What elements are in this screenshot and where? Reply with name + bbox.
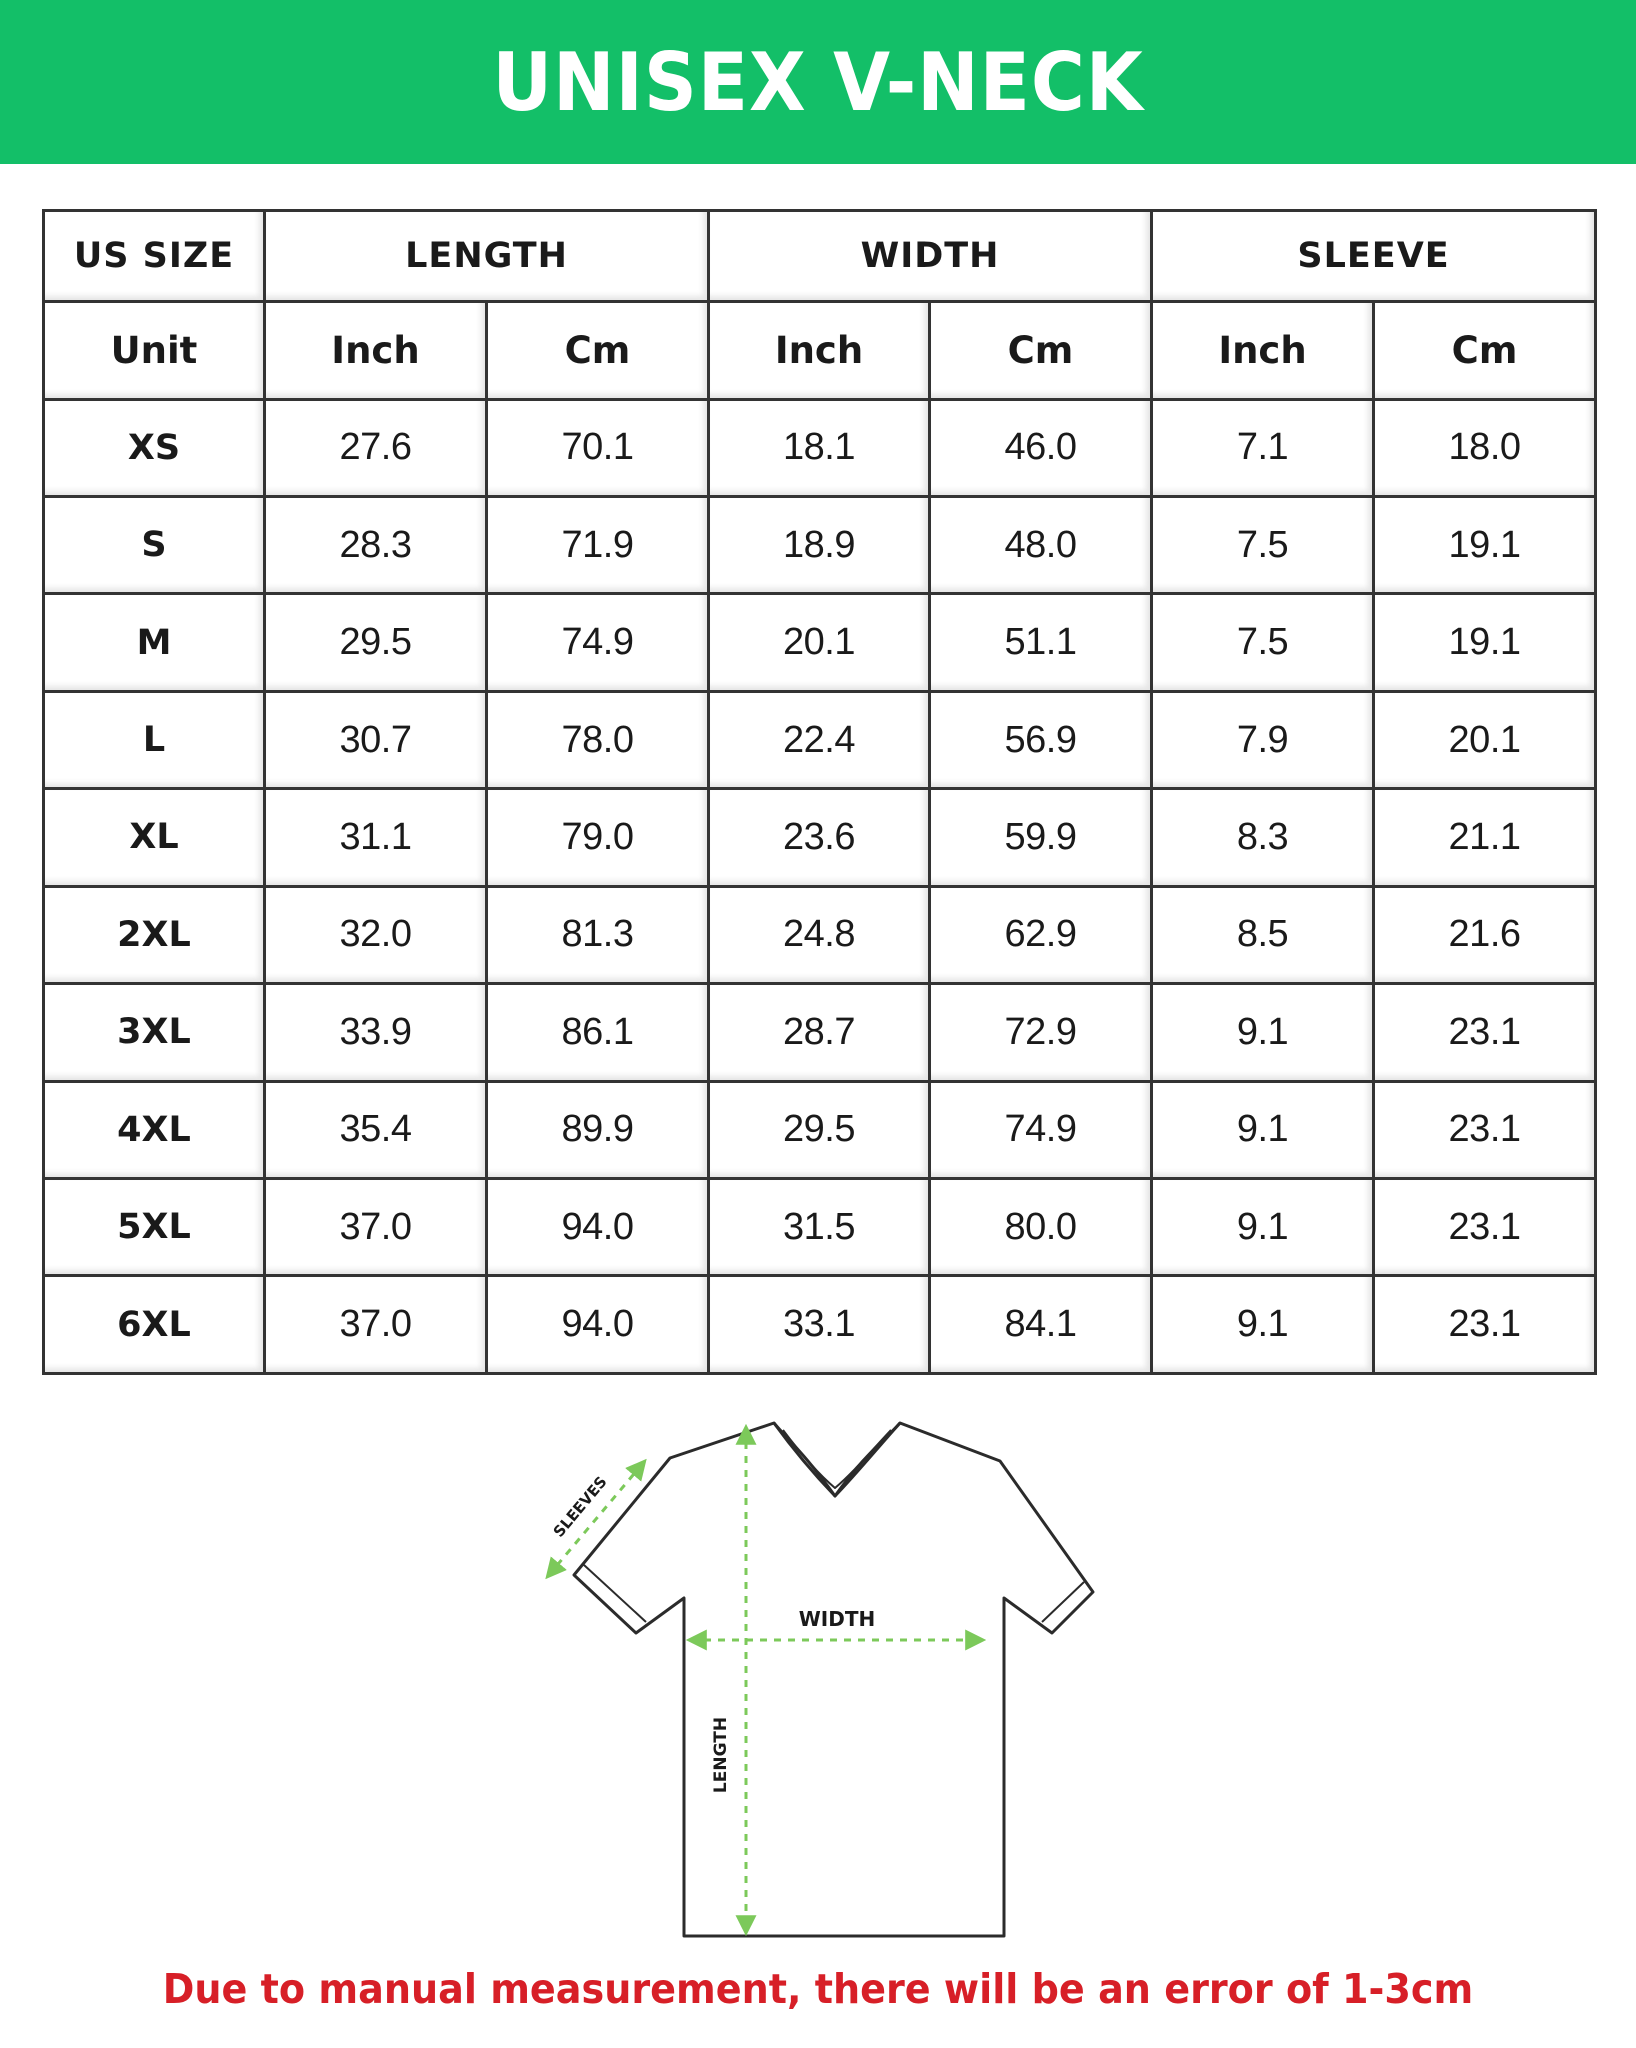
tshirt-outline: [574, 1423, 1093, 1936]
width-inch-cell: 29.5: [709, 1081, 930, 1178]
length-cm-cell: 89.9: [487, 1081, 709, 1178]
unit-length-inch: Inch: [265, 302, 487, 399]
length-inch-cell: 29.5: [265, 594, 487, 691]
size-cell: L: [44, 691, 265, 788]
width-cm-cell: 59.9: [930, 789, 1152, 886]
unit-sleeve-inch: Inch: [1152, 302, 1374, 399]
length-inch-cell: 35.4: [265, 1081, 487, 1178]
size-chart-table: [42, 209, 1597, 1375]
length-label: LENGTH: [711, 1716, 731, 1794]
header-length: LENGTH: [265, 211, 709, 302]
width-inch-cell: 18.9: [709, 496, 930, 593]
sleeve-cm-cell: 20.1: [1374, 691, 1596, 788]
size-chart-body: [44, 211, 1596, 1374]
width-cm-cell: 80.0: [930, 1179, 1152, 1276]
length-inch-cell: 31.1: [265, 789, 487, 886]
length-cm-cell: 71.9: [487, 496, 709, 593]
unit-sleeve-cm: Cm: [1374, 302, 1596, 399]
width-inch-cell: 20.1: [709, 594, 930, 691]
sleeve-cm-cell: 23.1: [1374, 1081, 1596, 1178]
sleeve-cm-cell: 21.6: [1374, 886, 1596, 983]
length-cm-cell: 86.1: [487, 984, 709, 1081]
width-cm-cell: 74.9: [930, 1081, 1152, 1178]
sleeve-cm-cell: 19.1: [1374, 496, 1596, 593]
table-row: [44, 1276, 1596, 1374]
size-cell: XL: [44, 789, 265, 886]
size-cell: 3XL: [44, 984, 265, 1081]
sleeve-cm-cell: 23.1: [1374, 1179, 1596, 1276]
group-header-row: [44, 211, 1596, 302]
table-row: [44, 399, 1596, 496]
width-inch-cell: 31.5: [709, 1179, 930, 1276]
unit-row: [44, 302, 1596, 399]
width-inch-cell: 28.7: [709, 984, 930, 1081]
sleeve-inch-cell: 7.5: [1152, 496, 1374, 593]
table-row: [44, 1179, 1596, 1276]
measurement-disclaimer: Due to manual measurement, there will be an error of 1-3cm: [162, 1965, 1474, 2013]
width-inch-cell: 22.4: [709, 691, 930, 788]
sleeve-inch-cell: 8.5: [1152, 886, 1374, 983]
table-row: [44, 691, 1596, 788]
sleeve-cm-cell: 19.1: [1374, 594, 1596, 691]
header-us-size: US SIZE: [44, 211, 265, 302]
width-cm-cell: 84.1: [930, 1276, 1152, 1374]
length-cm-cell: 74.9: [487, 594, 709, 691]
length-inch-cell: 33.9: [265, 984, 487, 1081]
length-cm-cell: 79.0: [487, 789, 709, 886]
width-inch-cell: 18.1: [709, 399, 930, 496]
length-cm-cell: 78.0: [487, 691, 709, 788]
sleeve-inch-cell: 8.3: [1152, 789, 1374, 886]
unit-width-inch: Inch: [709, 302, 930, 399]
sleeve-inch-cell: 9.1: [1152, 1081, 1374, 1178]
header-sleeve: SLEEVE: [1152, 211, 1596, 302]
size-cell: 4XL: [44, 1081, 265, 1178]
width-label: WIDTH: [798, 1607, 876, 1631]
sleeve-inch-cell: 9.1: [1152, 984, 1374, 1081]
width-cm-cell: 56.9: [930, 691, 1152, 788]
length-inch-cell: 32.0: [265, 886, 487, 983]
table-row: [44, 984, 1596, 1081]
sleeve-inch-cell: 7.1: [1152, 399, 1374, 496]
size-cell: 5XL: [44, 1179, 265, 1276]
length-cm-cell: 94.0: [487, 1179, 709, 1276]
sleeves-label: SLEEVES: [549, 1472, 611, 1541]
width-cm-cell: 48.0: [930, 496, 1152, 593]
width-cm-cell: 72.9: [930, 984, 1152, 1081]
title-banner: [0, 0, 1636, 164]
width-cm-cell: 62.9: [930, 886, 1152, 983]
tshirt-diagram: [0, 1400, 1636, 1960]
unit-width-cm: Cm: [930, 302, 1152, 399]
sleeve-cm-cell: 23.1: [1374, 984, 1596, 1081]
table-row: [44, 1081, 1596, 1178]
table-row: [44, 496, 1596, 593]
sleeve-inch-cell: 7.9: [1152, 691, 1374, 788]
length-cm-cell: 81.3: [487, 886, 709, 983]
size-cell: S: [44, 496, 265, 593]
sleeve-inch-cell: 9.1: [1152, 1179, 1374, 1276]
unit-label: Unit: [44, 302, 265, 399]
sleeve-cm-cell: 18.0: [1374, 399, 1596, 496]
unit-length-cm: Cm: [487, 302, 709, 399]
length-cm-cell: 94.0: [487, 1276, 709, 1374]
length-inch-cell: 28.3: [265, 496, 487, 593]
sleeve-inch-cell: 9.1: [1152, 1276, 1374, 1374]
table-row: [44, 886, 1596, 983]
sleeve-inch-cell: 7.5: [1152, 594, 1374, 691]
length-inch-cell: 37.0: [265, 1276, 487, 1374]
width-cm-cell: 46.0: [930, 399, 1152, 496]
length-inch-cell: 30.7: [265, 691, 487, 788]
header-width: WIDTH: [709, 211, 1152, 302]
table-row: [44, 789, 1596, 886]
size-cell: M: [44, 594, 265, 691]
length-cm-cell: 70.1: [487, 399, 709, 496]
width-cm-cell: 51.1: [930, 594, 1152, 691]
sleeve-cm-cell: 23.1: [1374, 1276, 1596, 1374]
page-title: UNISEX V-NECK: [492, 35, 1144, 129]
size-cell: 2XL: [44, 886, 265, 983]
size-cell: 6XL: [44, 1276, 265, 1374]
length-inch-cell: 37.0: [265, 1179, 487, 1276]
table-row: [44, 594, 1596, 691]
length-inch-cell: 27.6: [265, 399, 487, 496]
width-inch-cell: 33.1: [709, 1276, 930, 1374]
size-cell: XS: [44, 399, 265, 496]
width-inch-cell: 24.8: [709, 886, 930, 983]
sleeve-cm-cell: 21.1: [1374, 789, 1596, 886]
width-inch-cell: 23.6: [709, 789, 930, 886]
